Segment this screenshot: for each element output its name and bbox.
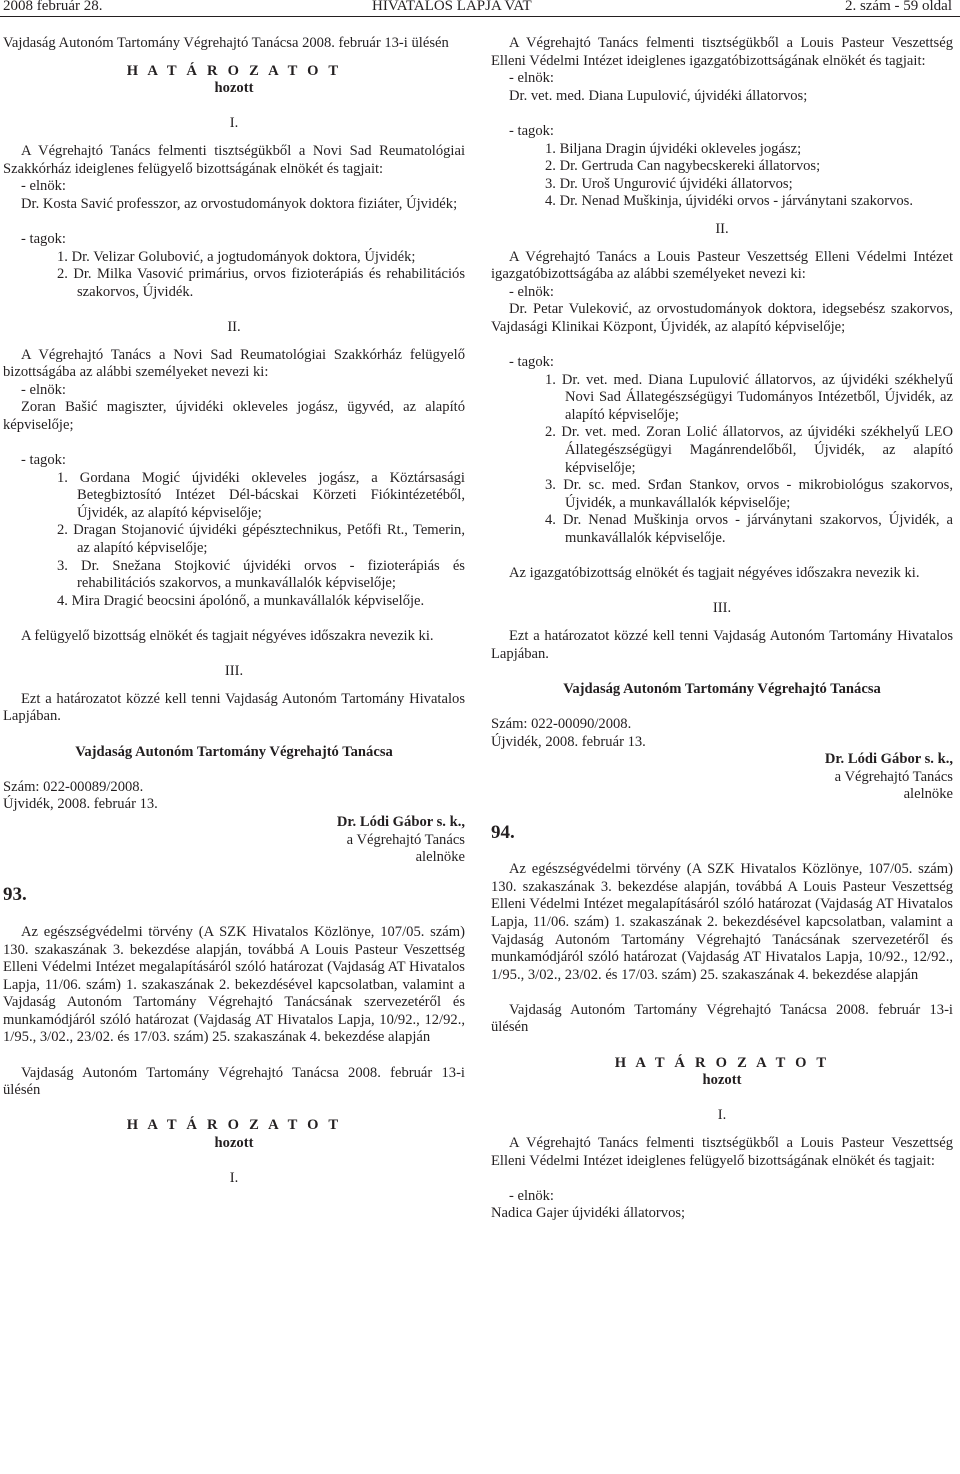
- session-intro: Vajdaság Autonóm Tartomány Végrehajtó Tanácsa 2008. február 13-i ülésén: [3, 1064, 465, 1099]
- hozott-label: hozott: [702, 1072, 742, 1089]
- resolution-heading: H A T Á R O Z A T O T: [126, 1117, 342, 1134]
- member-item: 4. Dr. Nenad Muškinja orvos - járványtani szakorvos, Újvidék, a munkavállalók képviselője.: [545, 512, 953, 547]
- place-date: Újvidék, 2008. február 13.: [491, 733, 646, 750]
- term-text: Az igazgatóbizottság elnökét és tagjait négyéves időszakra nevezik ki.: [509, 565, 920, 582]
- right-column: [491, 35, 953, 1223]
- section-number: III.: [224, 663, 244, 680]
- members-label: - tagok:: [21, 452, 66, 469]
- member-item: 2. Dr. Milka Vasović primárius, orvos fizioterápiás és rehabilitációs szakorvos, Újvidék.: [57, 266, 465, 300]
- chair-label: - elnök:: [509, 70, 554, 87]
- item-number: 93.: [3, 884, 27, 906]
- document-number: Szám: 022-00090/2008.: [491, 715, 632, 732]
- publish-text: Ezt a határozatot közzé kell tenni Vajdaság Autonóm Tartomány Hivatalos Lapjában.: [491, 628, 953, 662]
- preamble-text: Az egészségvédelmi törvény (A SZK Hivatalos Közlönye, 107/05. szám) 130. szakaszának 3. bekezdése alapján, továbbá A Louis Pasteur Veszettség Elleni Védelmi Intézet megalapításáról szóló határozat (Vajdaság AT Hivatalos Lapja, 11/06. szám) 1. szakaszának 2. bekezdésével kapcsolatban, valamint a Vajdaság Autonóm Tartomány Végrehajtó Tanácsának szervezetéről és munkamódjáról szóló határozat (Vajdaság AT Hivatalos Lapja, 10/92., 12/92., 1/95., 3/02., 23/02. és 17/03. szám) 25. szakaszának 4. bekezdése alapján: [491, 861, 953, 983]
- chair-label: - elnök:: [21, 381, 66, 398]
- signatory-role: alelnöke: [903, 786, 953, 803]
- session-intro: Vajdaság Autonóm Tartomány Végrehajtó Tanácsa 2008. február 13-i ülésén: [3, 35, 449, 51]
- item-number: 94.: [491, 821, 515, 843]
- decision-text: A Végrehajtó Tanács felmenti tisztségükből a Louis Pasteur Veszettség Elleni Védelmi Intézet ideiglenes igazgatóbizottságának elnökét és tagjait:: [491, 35, 953, 69]
- session-intro: Vajdaság Autonóm Tartomány Végrehajtó Tanácsa 2008. február 13-i ülésén: [491, 1001, 953, 1036]
- section-number: II.: [227, 318, 241, 335]
- header-rule: [0, 16, 960, 17]
- member-item: 3. Dr. sc. med. Srđan Stankov, orvos - mikrobiológus szakorvos, Újvidék, a munkavállalók képviselője;: [545, 477, 953, 511]
- decision-text: A Végrehajtó Tanács felmenti tisztségükből a Louis Pasteur Veszettség Elleni Védelmi Intézet ideiglenes felügyelő bizottságának elnökét és tagjait:: [491, 1135, 953, 1169]
- hozott-label: hozott: [214, 1135, 254, 1152]
- decision-text: A Végrehajtó Tanács felmenti tisztségükből a Novi Sad Reumatológiai Szakkórház ideiglenes felügyelő bizottságának elnökét és tagjait:: [3, 142, 465, 177]
- hozott-label: hozott: [214, 80, 254, 97]
- members-label: - tagok:: [509, 122, 554, 139]
- preamble-text: Az egészségvédelmi törvény (A SZK Hivatalos Közlönye, 107/05. szám) 130. szakaszának 3. bekezdése alapján, továbbá A Louis Pasteur Veszettség Elleni Védelmi Intézet megalapításáról szóló határozat (Vajdaság AT Hivatalos Lapja, 11/06. szám) 1. szakaszának 2. bekezdésével kapcsolatban, valamint a Vajdaság Autonóm Tartomány Végrehajtó Tanácsának szervezetéről és munkamódjáról szóló határozat (Vajdaság AT Hivatalos Lapja, 10/92., 12/92., 1/95., 3/02., 23/02. és 17/03. szám) 25. szakaszának 4. bekezdése alapján: [3, 923, 465, 1046]
- chair-name: Dr. Petar Vuleković, az orvostudományok doktora, idegsebész szakorvos, Vajdasági Klinikai Központ, Újvidék, az alapító képviselője;: [491, 301, 953, 335]
- members-label: - tagok:: [509, 354, 554, 371]
- section-number: III.: [712, 600, 732, 617]
- member-item: 3. Dr. Uroš Ungurović újvidéki állatorvos;: [545, 175, 793, 192]
- signatory-role: alelnöke: [415, 849, 465, 866]
- member-item: 4. Dr. Nenad Muškinja, újvidéki orvos - járványtani szakorvos.: [545, 193, 914, 210]
- chair-label: - elnök:: [509, 1187, 554, 1204]
- signatory-role: a Végrehajtó Tanács: [346, 831, 465, 848]
- section-number: I.: [229, 115, 239, 132]
- authority-name: Vajdaság Autonóm Tartomány Végrehajtó Tanácsa: [563, 680, 881, 697]
- place-date: Újvidék, 2008. február 13.: [3, 796, 158, 813]
- resolution-heading: H A T Á R O Z A T O T: [126, 62, 342, 79]
- document-number: Szám: 022-00089/2008.: [3, 778, 144, 795]
- section-number: II.: [715, 220, 729, 237]
- header-issue: 2. szám - 59 oldal: [844, 0, 952, 14]
- left-column: [3, 35, 465, 1188]
- chair-name: Nadica Gajer újvidéki állatorvos;: [491, 1205, 686, 1222]
- decision-text: A Végrehajtó Tanács a Novi Sad Reumatológiai Szakkórház felügyelő bizottságába az alábbi személyeket nevezi ki:: [3, 346, 465, 381]
- member-item: 3. Dr. Snežana Stojković újvidéki orvos - fizioterápiás és rehabilitációs szakorvos, a munkavállalók képviselője;: [57, 557, 465, 592]
- authority-name: Vajdaság Autonóm Tartomány Végrehajtó Tanácsa: [75, 743, 393, 760]
- header-date: 2008 február 28.: [3, 0, 103, 14]
- chair-name: Dr. Kosta Savić professzor, az orvostudományok doktora fiziáter, Újvidék;: [21, 195, 458, 212]
- member-item: 2. Dr. vet. med. Zoran Lolić állatorvos, az újvidéki székhelyű LEO Állategészségügyi Magánrendelőből, Újvidék, az alapító képviselője;: [545, 424, 953, 476]
- signatory-name: Dr. Lódi Gábor s. k.,: [824, 751, 953, 768]
- chair-label: - elnök:: [509, 283, 554, 300]
- section-number: I.: [717, 1107, 727, 1124]
- publish-text: Ezt a határozatot közzé kell tenni Vajdaság Autonóm Tartomány Hivatalos Lapjában.: [3, 690, 465, 725]
- term-text: A felügyelő bizottság elnökét és tagjait négyéves időszakra nevezik ki.: [21, 628, 434, 644]
- signatory-name: Dr. Lódi Gábor s. k.,: [336, 813, 465, 830]
- chair-name: Zoran Bašić magiszter, újvidéki okleveles jogász, ügyvéd, az alapító képviselője;: [3, 399, 465, 433]
- members-label: - tagok:: [21, 230, 66, 247]
- member-item: 1. Gordana Mogić újvidéki okleveles jogász, a Köztársasági Betegbiztosító Intézet Dél-bácskai Körzeti Fiókintézetéből, Újvidék, az alapító képviselője;: [57, 469, 465, 521]
- member-item: 1. Dr. Velizar Golubović, a jogtudományok doktora, Újvidék;: [57, 248, 416, 265]
- member-item: 2. Dr. Gertruda Can nagybecskereki állatorvos;: [545, 158, 821, 175]
- header-journal: HIVATALOS LAPJA VAT: [372, 0, 532, 14]
- resolution-heading: H A T Á R O Z A T O T: [614, 1054, 830, 1071]
- chair-name: Dr. vet. med. Diana Lupulović, újvidéki állatorvos;: [509, 87, 808, 104]
- signatory-role: a Végrehajtó Tanács: [834, 768, 953, 785]
- section-number: I.: [229, 1170, 239, 1187]
- member-item: 1. Dr. vet. med. Diana Lupulović állatorvos, az újvidéki székhelyű Novi Sad Állategészségügyi Tudományos Intézetből, Újvidék, az alapító képviselője;: [545, 371, 953, 423]
- member-item: 1. Biljana Dragin újvidéki okleveles jogász;: [545, 140, 802, 157]
- member-item: 2. Dragan Stojanović újvidéki gépésztechnikus, Petőfi Rt., Temerin, az alapító képviselője;: [57, 522, 465, 557]
- chair-label: - elnök:: [21, 178, 66, 195]
- member-item: 4. Mira Dragić beocsini ápolónő, a munkavállalók képviselője.: [57, 592, 425, 609]
- decision-text: A Végrehajtó Tanács a Louis Pasteur Veszettség Elleni Védelmi Intézet igazgatóbizottságába az alábbi személyeket nevezi ki:: [491, 248, 953, 283]
